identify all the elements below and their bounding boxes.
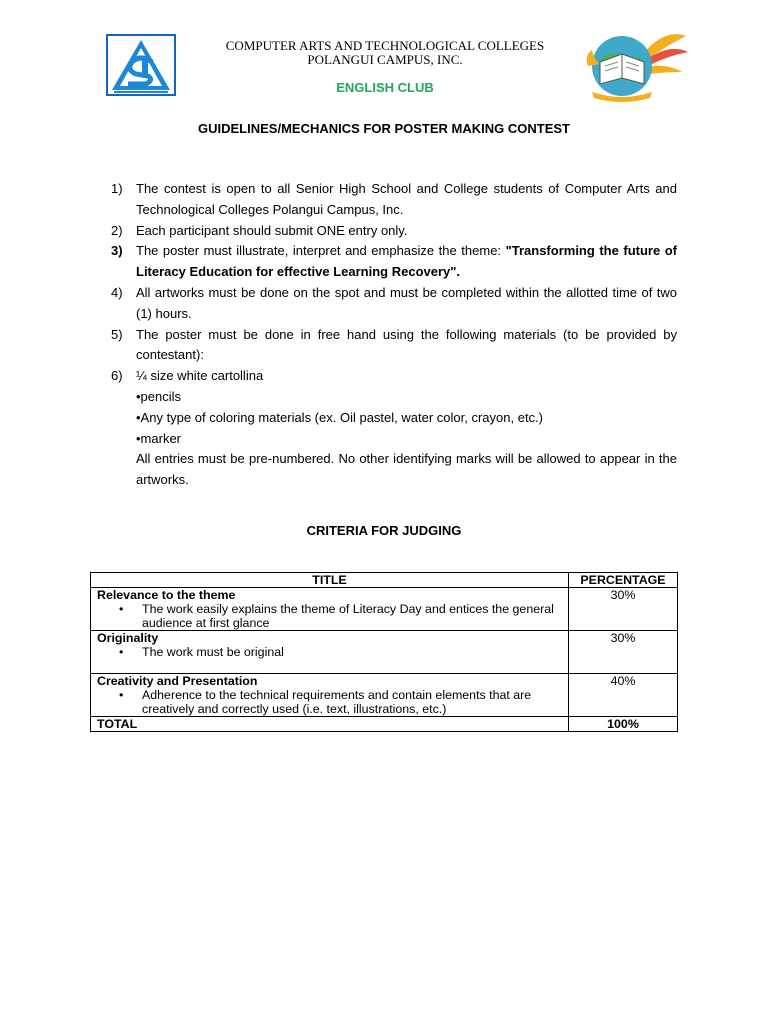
rule-number: 2): [111, 222, 123, 238]
criterion-title: Relevance to the theme: [97, 588, 236, 602]
rule-text: Each participant should submit ONE entry only.: [136, 222, 408, 238]
rule-item: [111, 283, 677, 325]
table-total-row: [91, 717, 678, 732]
material-text: •Any type of coloring materials (ex. Oil pastel, water color, crayon, etc.): [136, 409, 543, 425]
theme-text: "Transforming the future of Literacy Education for effective Learning Recovery".: [136, 243, 677, 280]
school-logo: [106, 34, 176, 96]
club-name: ENGLISH CLUB: [336, 80, 434, 95]
table-header-row: [91, 573, 678, 588]
school-name: COMPUTER ARTS AND TECHNOLOGICAL COLLEGES: [225, 38, 545, 53]
column-header-percentage: PERCENTAGE: [569, 573, 678, 588]
rule-number: 6): [111, 368, 123, 384]
rule-item: [111, 366, 677, 387]
rules-list: [111, 179, 677, 491]
material-item: [111, 429, 677, 450]
rule-text: The poster must illustrate, interpret and emphasize the theme:: [136, 243, 506, 259]
total-value: 100%: [569, 717, 678, 732]
rule-number: 1): [111, 181, 123, 196]
rule-item: [111, 179, 677, 221]
criterion-cell: [91, 588, 569, 631]
rule-text: All artworks must be done on the spot and must be completed within the allotted time of two (1) hours.: [136, 284, 677, 321]
page-title: GUIDELINES/MECHANICS FOR POSTER MAKING CONTEST: [198, 121, 570, 136]
closing-note: [111, 449, 677, 491]
criterion-percentage: 30%: [569, 631, 678, 674]
club-logo: [582, 22, 690, 104]
criteria-table: [90, 572, 678, 732]
total-label: TOTAL: [91, 717, 569, 732]
criterion-percentage: 40%: [569, 674, 678, 717]
rule-number: 4): [111, 284, 123, 300]
material-item: [111, 408, 677, 429]
rule-item: [111, 241, 677, 283]
criterion-detail: • The work must be original: [97, 645, 562, 659]
criterion-cell: [91, 631, 569, 674]
material-text: •pencils: [136, 388, 182, 404]
rule-item: [111, 325, 677, 367]
criterion-title: Originality: [97, 631, 159, 645]
criterion-detail: • The work easily explains the theme of Literacy Day and entices the general audience at first glance: [97, 602, 562, 630]
table-row: [91, 631, 678, 674]
rule-item: [111, 221, 677, 242]
table-row: [91, 674, 678, 717]
criterion-cell: [91, 674, 569, 717]
rule-number: 3): [111, 243, 123, 259]
rule-number: 5): [111, 326, 123, 342]
material-text: •marker: [136, 430, 181, 446]
rule-text: The contest is open to all Senior High School and College students of Computer Arts and Technological Colleges Polangui Campus, Inc.: [136, 181, 677, 217]
column-header-title: TITLE: [91, 573, 569, 588]
rule-text: ¼ size white cartollina: [136, 368, 264, 384]
campus-name: POLANGUI CAMPUS, INC.: [307, 52, 463, 67]
material-item: [111, 387, 677, 408]
criterion-percentage: 30%: [569, 588, 678, 631]
criterion-title: Creativity and Presentation: [97, 674, 258, 688]
closing-text: All entries must be pre-numbered. No other identifying marks will be allowed to appear in the artworks.: [136, 451, 677, 488]
criteria-heading: CRITERIA FOR JUDGING: [306, 523, 462, 538]
criterion-detail: • Adherence to the technical requirements and contain elements that are creatively and correctly used (i.e. text, illustrations, etc.): [97, 688, 562, 716]
table-row: [91, 588, 678, 631]
rule-text: The poster must be done in free hand using the following materials (to be provided by contestant):: [136, 326, 677, 363]
